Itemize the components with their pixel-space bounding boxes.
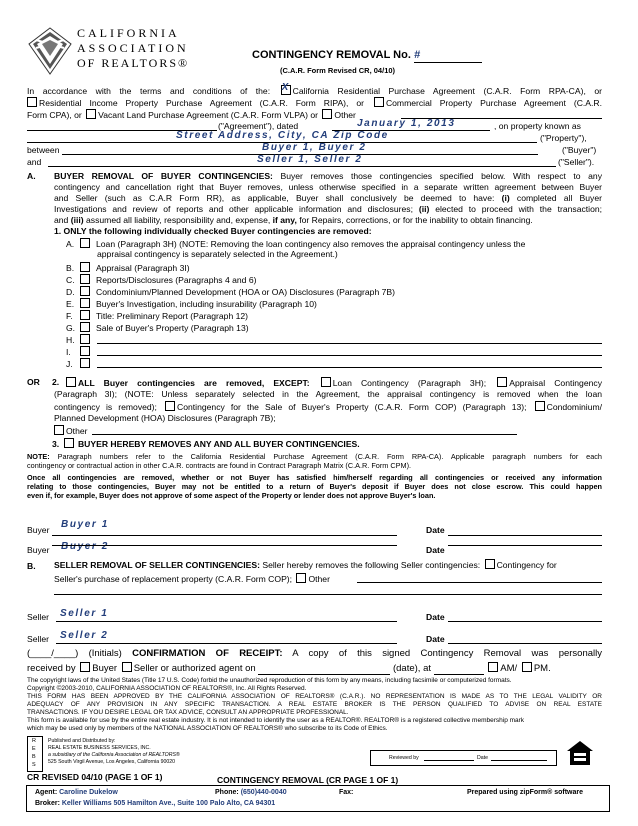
contingency-item-checkbox[interactable] — [80, 298, 90, 308]
contingency-item-blank-line[interactable] — [97, 355, 602, 356]
contingency-item — [66, 238, 525, 250]
contingency-item-label: Condominium/Planned Development (HOA or OA) Disclosures (Paragraph 7B) — [96, 287, 396, 297]
contingency-item-letter: I. — [66, 347, 71, 357]
contingency-item — [66, 358, 96, 370]
page-foot-left: CR REVISED 04/10 (PAGE 1 OF 1) — [27, 772, 163, 782]
buyer1-date-line[interactable] — [448, 535, 602, 536]
contingency-item — [66, 346, 96, 358]
publisher-4: 525 South Virgil Avenue, Los Angeles, California 90020 — [48, 759, 175, 765]
fax-label: Fax: — [339, 789, 354, 796]
section-a-letter: A. — [27, 171, 36, 181]
contingency-item-continuation: appraisal contingency is separately selected in the Agreement.) — [97, 249, 338, 259]
contingency-item — [66, 262, 190, 274]
rebs-e: E — [32, 746, 36, 752]
am-checkbox[interactable] — [488, 662, 498, 672]
contingency-item-letter: A. — [66, 239, 75, 249]
note-bold2: relating to those contingencies, Buyer may not be entitled to a return of Buyer's deposit if Buyer does not close escrow. This could happen — [27, 482, 602, 491]
contingency-item-checkbox[interactable] — [80, 346, 90, 356]
rebs-s: S — [32, 762, 36, 768]
note-bold3: even if, for example, Buyer does not approve of some aspect of the Property or lender does not approve Buyer's loan. — [27, 491, 436, 500]
contingency-item-checkbox[interactable] — [80, 286, 90, 296]
item2-line2: (Paragraph 3I); (NOTE: Unless separately selected in the Agreement, the appraisal contingency is removed when the loan — [54, 389, 602, 399]
all-removed-checkbox[interactable] — [66, 377, 76, 387]
seller2-sig-label: Seller — [27, 634, 49, 644]
intro-line1: In accordance with the terms and conditions of the: X California Residential Purchase Agreement (C.A.R. Form RPA-CA), or — [27, 85, 602, 97]
intro-line3: Form CPA), or Vacant Land Purchase Agreement (C.A.R. Form VLPA) or Other — [27, 110, 356, 120]
reviewed-by-line[interactable] — [424, 760, 474, 761]
item2-line4: Planned Development (HOA) Disclosures (Paragraph 7B); — [54, 413, 276, 423]
publisher-2: REAL ESTATE BUSINESS SERVICES, INC. — [48, 745, 151, 751]
contingency-item-letter: D. — [66, 287, 75, 297]
contingency-item-blank-line[interactable] — [97, 343, 602, 344]
contingency-item — [66, 298, 317, 310]
publisher-3: a subsidiary of the California Association of REALTORS® — [48, 752, 180, 758]
seller-names-line[interactable] — [48, 166, 556, 167]
publisher-1: Published and Distributed by: — [48, 738, 116, 744]
agent-box — [26, 785, 610, 812]
contingency-item — [66, 274, 257, 286]
contingency-item — [66, 322, 249, 334]
rebs-r: R — [32, 738, 36, 744]
rebs-b: B — [32, 754, 36, 760]
legal-3: THIS FORM HAS BEEN APPROVED BY THE CALIFORNIA ASSOCIATION OF REALTORS® (C.A.R.). NO REPRESENTATION IS MADE AS TO THE LEGAL VALIDITY OR — [27, 693, 602, 700]
seller1-date-label: Date — [426, 612, 445, 622]
equal-housing-icon — [566, 740, 594, 766]
prepared-using: Prepared using zipForm® software — [467, 789, 584, 796]
buyer1-sig-line[interactable] — [52, 535, 397, 536]
buyer2-sig-label: Buyer — [27, 545, 50, 555]
contingency-item-checkbox[interactable] — [80, 322, 90, 332]
received-buyer-checkbox[interactable] — [80, 662, 90, 672]
buyer-names-value: Buyer 1, Buyer 2 — [262, 142, 367, 153]
section-b-letter: B. — [27, 561, 36, 571]
page-foot-center: CONTINGENCY REMOVAL (CR PAGE 1 OF 1) — [217, 775, 399, 785]
review-date-label: Date — [477, 755, 488, 761]
buyer1-sig-label: Buyer — [27, 525, 50, 535]
cpa-checkbox[interactable] — [374, 97, 384, 107]
contingency-item — [66, 334, 96, 346]
car-emblem-icon — [27, 26, 73, 76]
seller1-sig-value: Seller 1 — [60, 608, 109, 619]
car-logo — [27, 22, 197, 82]
contingency-item-blank-line[interactable] — [97, 367, 602, 368]
contingency-item-label: Loan (Paragraph 3H) (NOTE: Removing the loan contingency also removes the appraisal contingency unless the — [96, 239, 526, 249]
received-seller-checkbox[interactable] — [122, 662, 132, 672]
contingency-item-letter: E. — [66, 299, 75, 309]
seller-cop-checkbox[interactable] — [485, 559, 495, 569]
ripa-checkbox[interactable] — [27, 97, 37, 107]
rpa-ca-checkbox[interactable] — [281, 85, 291, 95]
contingency-item-letter: H. — [66, 335, 75, 345]
seller-other-line[interactable] — [357, 582, 602, 583]
buyer1-date-label: Date — [426, 525, 445, 535]
broker-line: Broker: Keller Williams 505 Hamilton Ave., Suite 100 Palo Alto, CA 94301 — [35, 800, 276, 807]
buyer2-date-line[interactable] — [448, 545, 602, 546]
or-label: OR — [27, 377, 40, 387]
review-box — [370, 750, 557, 766]
other-form-checkbox[interactable] — [322, 109, 332, 119]
item2-line3: contingency is removed); Contingency for the Sale of Buyer's Property (C.A.R. Form COP) (Paragraph 13); Condominium/ — [54, 402, 603, 412]
legal-1: The copyright laws of the United States (Title 17 U.S. Code) forbid the unauthorized reproduction of this form by any means, including facsimile or computerized formats. — [27, 677, 512, 684]
section-a-line5: and (iii) assumed all liability, responsibility and, expense, if any, for Repairs, corrections, or for the inability to obtain financing. — [54, 215, 533, 225]
seller1-date-line[interactable] — [448, 621, 602, 622]
contingency-item-checkbox[interactable] — [80, 238, 90, 248]
contingency-item-label: Sale of Buyer's Property (Paragraph 13) — [96, 323, 249, 333]
contingency-item-label: Appraisal (Paragraph 3I) — [96, 263, 190, 273]
contingency-item-letter: G. — [66, 323, 76, 333]
and-label: and — [27, 157, 42, 167]
form-title: CONTINGENCY REMOVAL No. # — [252, 49, 482, 63]
note-line1: NOTE: Paragraph numbers refer to the California Residential Purchase Agreement (C.A.R. Form RPA-CA). Applicable paragraph numbers for each — [27, 452, 602, 461]
pm-checkbox[interactable] — [522, 662, 532, 672]
item1-heading: 1. ONLY the following individually checked Buyer contingencies are removed: — [54, 226, 372, 236]
item2-line1: ALL Buyer contingencies are removed, EXCEPT: Loan Contingency (Paragraph 3H); Appraisal Contingency — [66, 377, 602, 389]
item2-number: 2. — [52, 377, 60, 387]
contingency-item — [66, 310, 248, 322]
buyer2-sig-value: Buyer 2 — [61, 541, 109, 552]
section-a-line1: BUYER REMOVAL OF BUYER CONTINGENCIES: Buyer removes those contingencies specified below. With respect to any — [54, 171, 602, 181]
contingency-item-letter: C. — [66, 275, 75, 285]
contingency-item-checkbox[interactable] — [80, 358, 90, 368]
seller1-sig-line[interactable] — [56, 621, 397, 622]
buyer1-sig-value: Buyer 1 — [61, 519, 109, 530]
seller1-sig-label: Seller — [27, 612, 49, 622]
receipt-line1: (____/____) (Initials) CONFIRMATION OF RECEIPT: A copy of this signed Contingency Removal was personally — [27, 648, 603, 659]
seller2-date-line[interactable] — [448, 643, 602, 644]
buyer2-date-label: Date — [426, 545, 445, 555]
seller2-sig-line[interactable] — [56, 643, 397, 644]
seller-label: ("Seller"). — [558, 157, 595, 167]
agent-line: Agent: Caroline Dukelow — [35, 789, 118, 796]
contingency-item — [66, 286, 395, 298]
item2-other: Other — [54, 425, 88, 437]
item3: 3. BUYER HEREBY REMOVES ANY AND ALL BUYER CONTINGENCIES. — [52, 439, 360, 449]
agreement-date-value: January 1, 2013 — [357, 118, 456, 129]
phone-line: Phone: (650)440-0040 — [215, 789, 287, 796]
legal-2: Copyright ©2003-2010, CALIFORNIA ASSOCIATION OF REALTORS®, Inc. All Rights Reserved. — [27, 685, 307, 692]
note-bold1: Once all contingencies are removed, whether or not Buyer has satisfied him/herself regarding all contingencies or received any information — [27, 473, 602, 482]
rebs-logo — [27, 736, 43, 772]
contingency-item-letter: B. — [66, 263, 75, 273]
vlpa-checkbox[interactable] — [86, 109, 96, 119]
except-hoa-checkbox[interactable] — [535, 401, 545, 411]
receipt-time-field[interactable] — [434, 665, 484, 675]
section-a-line4: Investigations and review of reports and other applicable information and disclosures; (ii) elected to proceed with the transaction; — [54, 204, 603, 214]
note-line2: contingency or contractual action in other C.A.R. contracts are found in Contract Paragraph Matrix (C.A.R. Form CPM). — [27, 461, 412, 470]
contingency-item-label: Reports/Disclosures (Paragraphs 4 and 6) — [96, 275, 257, 285]
except-other-line[interactable] — [92, 434, 517, 435]
seller-other-line2[interactable] — [54, 594, 602, 595]
logo-line1: CALIFORNIA — [77, 26, 180, 40]
section-b-line2: Seller's purchase of replacement property (C.A.R. Form COP); Other — [54, 574, 330, 584]
logo-line2: ASSOCIATION — [77, 41, 189, 55]
intro-line2: Residential Income Property Purchase Agreement (C.A.R. Form RIPA), or Commercial Property Purchase Agreement (C.A.R. — [27, 97, 602, 109]
legal-7: which may be used only by members of the NATIONAL ASSOCIATION OF REALTORS® who subscribe to its Code of Ethics. — [27, 725, 388, 732]
agreement-dated-label: ("Agreement"), dated — [218, 121, 299, 131]
buyer-label: ("Buyer") — [562, 145, 597, 155]
contingency-item-checkbox[interactable] — [80, 310, 90, 320]
legal-5: TRANSACTIONS. IF YOU DESIRE LEGAL OR TAX ADVICE, CONSULT AN APPROPRIATE PROFESSIONAL. — [27, 709, 349, 716]
remove-all-checkbox[interactable] — [64, 438, 74, 448]
receipt-date-field[interactable] — [258, 665, 390, 675]
contingency-item-label: Buyer's Investigation, including insurability (Paragraph 10) — [96, 299, 317, 309]
receipt-line2: received by Buyer Seller or authorized agent on (date), at AM/ PM. — [27, 663, 551, 674]
on-property-label: , on property known as — [494, 121, 581, 131]
form-subtitle: (C.A.R. Form Revised CR, 04/10) — [280, 66, 396, 75]
contingency-item-checkbox[interactable] — [80, 334, 90, 344]
except-appraisal-checkbox[interactable] — [497, 377, 507, 387]
except-loan-checkbox[interactable] — [321, 377, 331, 387]
contingency-item-letter: F. — [66, 311, 73, 321]
contingency-item-checkbox[interactable] — [80, 274, 90, 284]
property-label: ("Property"), — [540, 133, 587, 143]
seller-other-checkbox[interactable] — [296, 573, 306, 583]
seller2-date-label: Date — [426, 634, 445, 644]
contingency-item-checkbox[interactable] — [80, 262, 90, 272]
buyer2-sig-line[interactable] — [52, 545, 397, 546]
section-b-line1: SELLER REMOVAL OF SELLER CONTINGENCIES: Seller hereby removes the following Seller contingencies: Contingency for — [54, 560, 557, 570]
seller2-sig-value: Seller 2 — [60, 630, 109, 641]
property-address-value: Street Address, City, CA Zip Code — [176, 130, 389, 141]
except-other-checkbox[interactable] — [54, 425, 64, 435]
form-number-field[interactable]: # — [414, 49, 482, 63]
logo-line3: OF REALTORS® — [77, 56, 190, 70]
contingency-item-label: Title: Preliminary Report (Paragraph 12) — [96, 311, 249, 321]
seller-names-value: Seller 1, Seller 2 — [257, 154, 363, 165]
legal-4: ADEQUACY OF ANY PROVISION IN ANY SPECIFIC TRANSACTION. A REAL ESTATE BROKER IS THE PERSON QUALIFIED TO ADVISE ON REAL ESTATE — [27, 701, 602, 708]
section-a-line2: contingency and cancellation right that Buyer removes, unless otherwise specified in a separate written agreement between Buyer — [54, 182, 602, 192]
between-label: between — [27, 145, 60, 155]
section-a-line3: and Seller (such as C.A.R Form RR), as applicable, Buyer shall conclusively be deemed to have: (i) completed all Buyer — [54, 193, 602, 203]
except-cop-checkbox[interactable] — [165, 401, 175, 411]
legal-6: This form is available for use by the entire real estate industry. It is not intended to identify the user as a REALTOR®. REALTOR® is a registered collective membership mark — [27, 717, 525, 724]
review-date-line[interactable] — [491, 760, 547, 761]
contingency-item-letter: J. — [66, 359, 73, 369]
reviewed-by-label: Reviewed by — [389, 755, 419, 761]
